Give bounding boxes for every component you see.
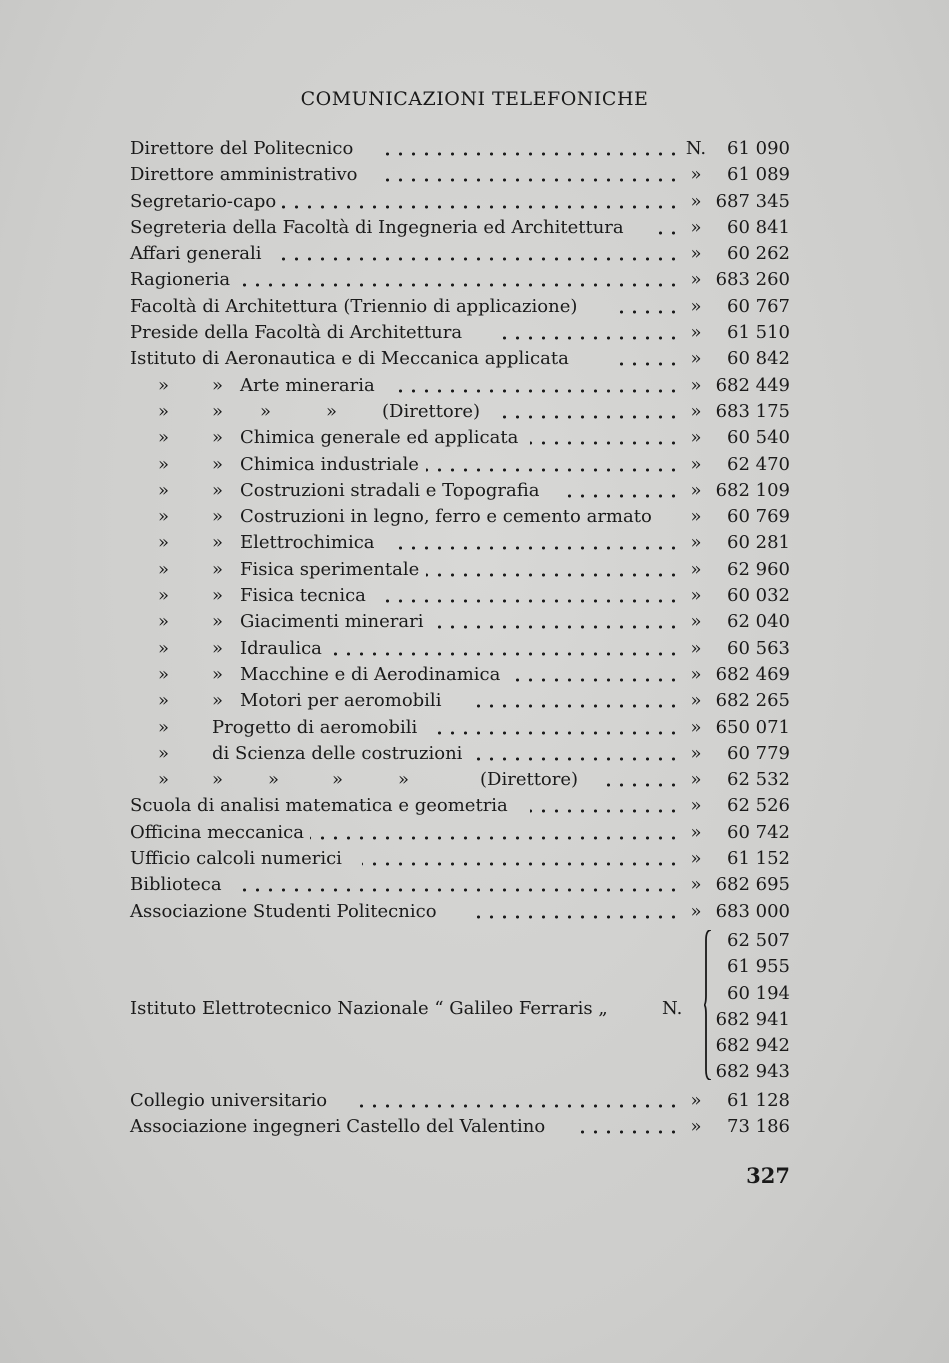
list-item — [130, 636, 790, 662]
dot-leader — [560, 478, 680, 504]
dot-leader — [274, 241, 680, 267]
phone-number: 61 510 — [727, 322, 790, 344]
ditto-mark: » — [212, 479, 224, 501]
phone-number: 60 767 — [727, 295, 790, 317]
phone-number: 60 281 — [727, 532, 790, 554]
entry-mark: » — [690, 348, 702, 370]
phone-number: 61 152 — [727, 848, 790, 870]
phone-number: 683 260 — [715, 269, 790, 291]
phone-number: 683 000 — [715, 900, 790, 922]
entry-label: Progetto di aeromobili — [212, 716, 418, 738]
list-item — [130, 688, 790, 714]
phone-number: 62 470 — [727, 453, 790, 475]
dot-leader — [310, 820, 680, 846]
page-number: 327 — [746, 1163, 790, 1188]
entry-mark: » — [690, 427, 702, 449]
entry-label: Istituto di Aeronautica e di Meccanica applicata — [130, 348, 569, 370]
ditto-mark: » — [158, 427, 170, 449]
entry-mark: » — [690, 1116, 702, 1138]
phone-number: 682 942 — [715, 1035, 790, 1057]
phone-directory-list — [130, 136, 790, 925]
entry-label: Collegio universitario — [130, 1090, 328, 1111]
dot-leader — [530, 793, 680, 819]
list-item — [130, 373, 790, 399]
ien-entry — [130, 928, 790, 1088]
entry-label: Direttore del Politecnico — [130, 138, 354, 159]
dot-leader — [574, 1114, 680, 1140]
ditto-mark: » — [212, 427, 224, 449]
entry-label: Biblioteca — [130, 874, 222, 896]
dot-leader — [362, 846, 680, 872]
entry-label: Elettrochimica — [240, 532, 375, 554]
phone-number: 62 526 — [727, 795, 790, 817]
list-item — [130, 583, 790, 609]
entry-label: Direttore amministrativo — [130, 164, 358, 186]
phone-number: 682 941 — [715, 1008, 790, 1030]
entry-label: Segretario-capo — [130, 190, 277, 212]
list-item — [130, 530, 790, 556]
phone-number: 60 032 — [727, 585, 790, 607]
phone-number: 60 194 — [727, 982, 790, 1004]
entry-mark: » — [690, 453, 702, 475]
dot-leader — [502, 320, 680, 346]
list-item — [130, 609, 790, 635]
phone-number: 682 449 — [715, 374, 790, 396]
ditto-mark: » — [212, 453, 224, 475]
ditto-mark: » — [212, 637, 224, 659]
phone-number: 61 128 — [727, 1090, 790, 1111]
phone-number: 682 943 — [715, 1061, 790, 1083]
dot-leader — [470, 688, 680, 714]
ditto-mark: » — [158, 585, 170, 607]
list-item — [130, 346, 790, 372]
list-item — [130, 425, 790, 451]
dot-leader — [240, 267, 680, 293]
list-item — [130, 793, 790, 819]
entry-mark: N. — [662, 998, 683, 1019]
entry-label: Facoltà di Architettura (Triennio di applicazione) — [130, 295, 578, 317]
entry-mark: » — [690, 322, 702, 344]
brace-icon — [704, 930, 712, 1080]
ditto-mark: » — [332, 769, 344, 791]
ditto-mark: » — [212, 506, 224, 528]
ditto-mark: » — [212, 611, 224, 633]
list-item — [130, 1114, 790, 1140]
entry-label: Costruzioni stradali e Topografia — [240, 479, 540, 501]
phone-number: 60 563 — [727, 637, 790, 659]
entry-label: Associazione ingegneri Castello del Valentino — [130, 1116, 546, 1138]
ditto-mark: » — [268, 769, 280, 791]
phone-directory-tail — [130, 1088, 790, 1141]
ditto-mark: » — [212, 690, 224, 712]
phone-number: 60 779 — [727, 742, 790, 764]
entry-label: Chimica industriale — [240, 453, 419, 475]
ditto-mark: » — [158, 637, 170, 659]
entry-mark: » — [690, 164, 702, 186]
entry-label: Fisica sperimentale — [240, 558, 420, 580]
list-item — [130, 557, 790, 583]
ditto-mark: » — [158, 374, 170, 396]
entry-label: Chimica generale ed applicata — [240, 427, 519, 449]
dot-leader — [658, 215, 680, 241]
ditto-mark: » — [398, 769, 410, 791]
list-item — [130, 662, 790, 688]
dot-leader — [376, 136, 680, 162]
ditto-mark: » — [158, 506, 170, 528]
phone-number: 682 109 — [715, 479, 790, 501]
entry-mark: » — [690, 269, 702, 291]
entry-label: Scuola di analisi matematica e geometria — [130, 795, 508, 817]
ditto-mark: » — [158, 532, 170, 554]
entry-mark: » — [690, 637, 702, 659]
entry-label: Giacimenti minerari — [240, 611, 424, 633]
ditto-mark: » — [212, 558, 224, 580]
dot-leader — [530, 425, 680, 451]
entry-label: Arte mineraria — [240, 374, 375, 396]
phone-number: 682 695 — [715, 874, 790, 896]
dot-leader — [280, 189, 680, 215]
dot-leader — [430, 609, 680, 635]
phone-number: 60 742 — [727, 821, 790, 843]
page-title: COMUNICAZIONI TELEFONICHE — [300, 88, 649, 110]
ditto-mark: » — [212, 663, 224, 685]
list-item — [130, 294, 790, 320]
list-item — [130, 399, 790, 425]
dot-leader — [392, 373, 680, 399]
ditto-mark: » — [212, 374, 224, 396]
dot-leader — [390, 530, 680, 556]
dot-leader — [476, 899, 680, 925]
phone-number: 60 540 — [727, 427, 790, 449]
entry-mark: » — [690, 821, 702, 843]
list-item — [130, 241, 790, 267]
entry-mark: » — [690, 742, 702, 764]
entry-label: Fisica tecnica — [240, 585, 366, 607]
entry-label: Segreteria della Facoltà di Ingegneria ed Architettura — [130, 216, 624, 238]
entry-mark: » — [690, 400, 702, 422]
entry-label: Officina meccanica — [130, 821, 304, 843]
entry-label: di Scienza delle costruzioni — [212, 742, 463, 764]
dot-leader — [376, 583, 680, 609]
dot-leader — [614, 294, 680, 320]
list-item — [130, 767, 790, 793]
list-item — [130, 267, 790, 293]
list-item — [130, 215, 790, 241]
list-item — [130, 1088, 790, 1114]
entry-mark: » — [690, 190, 702, 212]
phone-number: 60 841 — [727, 216, 790, 238]
list-item — [130, 320, 790, 346]
entry-mark: » — [690, 874, 702, 896]
ditto-mark: » — [158, 400, 170, 422]
dot-leader — [426, 452, 680, 478]
phone-number: 61 090 — [727, 138, 790, 159]
dot-leader — [610, 346, 680, 372]
ditto-mark: » — [212, 400, 224, 422]
ditto-mark: » — [158, 611, 170, 633]
dot-leader — [516, 662, 680, 688]
entry-mark: » — [690, 1090, 702, 1111]
entry-mark: » — [690, 243, 702, 265]
entry-mark: » — [690, 558, 702, 580]
dot-leader — [600, 767, 680, 793]
entry-mark: » — [690, 900, 702, 922]
phone-number: 683 175 — [715, 400, 790, 422]
entry-mark: » — [690, 690, 702, 712]
entry-label: Affari generali — [130, 243, 262, 265]
phone-number-list — [716, 928, 790, 1086]
entry-mark: » — [690, 663, 702, 685]
entry-mark: » — [690, 848, 702, 870]
dot-leader — [352, 1088, 680, 1114]
ditto-mark: » — [158, 716, 170, 738]
entry-label: (Direttore) — [382, 400, 481, 422]
ditto-mark: » — [260, 400, 272, 422]
entry-label: Motori per aeromobili — [240, 690, 442, 712]
list-item — [130, 189, 790, 215]
ditto-mark: » — [158, 479, 170, 501]
ditto-mark: » — [158, 663, 170, 685]
dot-leader — [476, 741, 680, 767]
entry-label: Associazione Studenti Politecnico — [130, 900, 437, 922]
entry-label: Costruzioni in legno, ferro e cemento armato — [240, 506, 652, 528]
ditto-mark: » — [158, 742, 170, 764]
phone-number: 61 089 — [727, 164, 790, 186]
ditto-mark: » — [158, 690, 170, 712]
entry-label: Idraulica — [240, 637, 322, 659]
entry-mark: N. — [685, 138, 707, 159]
ditto-mark: » — [212, 532, 224, 554]
dot-leader — [496, 399, 680, 425]
entry-mark: » — [690, 374, 702, 396]
list-item — [130, 715, 790, 741]
phone-number: 60 262 — [727, 243, 790, 265]
entry-label: Ufficio calcoli numerici — [130, 848, 342, 870]
entry-label: Macchine e di Aerodinamica — [240, 663, 501, 685]
entry-mark: » — [690, 479, 702, 501]
phone-number: 650 071 — [715, 716, 790, 738]
dot-leader — [426, 557, 680, 583]
entry-mark: » — [690, 585, 702, 607]
list-item — [130, 504, 790, 530]
entry-label: Istituto Elettrotecnico Nazionale “ Galileo Ferraris „ — [130, 998, 608, 1019]
ditto-mark: » — [158, 453, 170, 475]
entry-label: (Direttore) — [480, 769, 579, 791]
phone-number: 687 345 — [715, 190, 790, 212]
phone-number: 60 769 — [727, 506, 790, 528]
phone-number: 62 532 — [727, 769, 790, 791]
list-item — [130, 478, 790, 504]
dot-leader — [240, 872, 680, 898]
ditto-mark: » — [212, 585, 224, 607]
entry-mark: » — [690, 795, 702, 817]
list-item — [130, 162, 790, 188]
list-item — [130, 899, 790, 925]
dot-leader — [436, 715, 680, 741]
phone-number: 62 507 — [727, 930, 790, 951]
phone-number: 682 265 — [715, 690, 790, 712]
dot-leader — [376, 162, 680, 188]
entry-mark: » — [690, 532, 702, 554]
ditto-mark: » — [326, 400, 338, 422]
entry-label: Ragioneria — [130, 269, 231, 291]
phone-number: 73 186 — [727, 1116, 790, 1138]
entry-mark: » — [690, 716, 702, 738]
entry-mark: » — [690, 295, 702, 317]
list-item — [130, 741, 790, 767]
entry-mark: » — [690, 611, 702, 633]
ditto-mark: » — [158, 769, 170, 791]
list-item — [130, 820, 790, 846]
list-item — [130, 872, 790, 898]
entry-label: Preside della Facoltà di Architettura — [130, 322, 463, 344]
phone-number: 682 469 — [715, 663, 790, 685]
entry-mark: » — [690, 216, 702, 238]
list-item — [130, 452, 790, 478]
phone-number: 62 040 — [727, 611, 790, 633]
ditto-mark: » — [212, 769, 224, 791]
phone-number: 61 955 — [727, 956, 790, 978]
phone-number: 60 842 — [727, 348, 790, 370]
dot-leader — [328, 636, 680, 662]
ditto-mark: » — [158, 558, 170, 580]
entry-mark: » — [690, 506, 702, 528]
entry-mark: » — [690, 769, 702, 791]
phone-number: 62 960 — [727, 558, 790, 580]
list-item — [130, 846, 790, 872]
list-item — [130, 136, 790, 162]
